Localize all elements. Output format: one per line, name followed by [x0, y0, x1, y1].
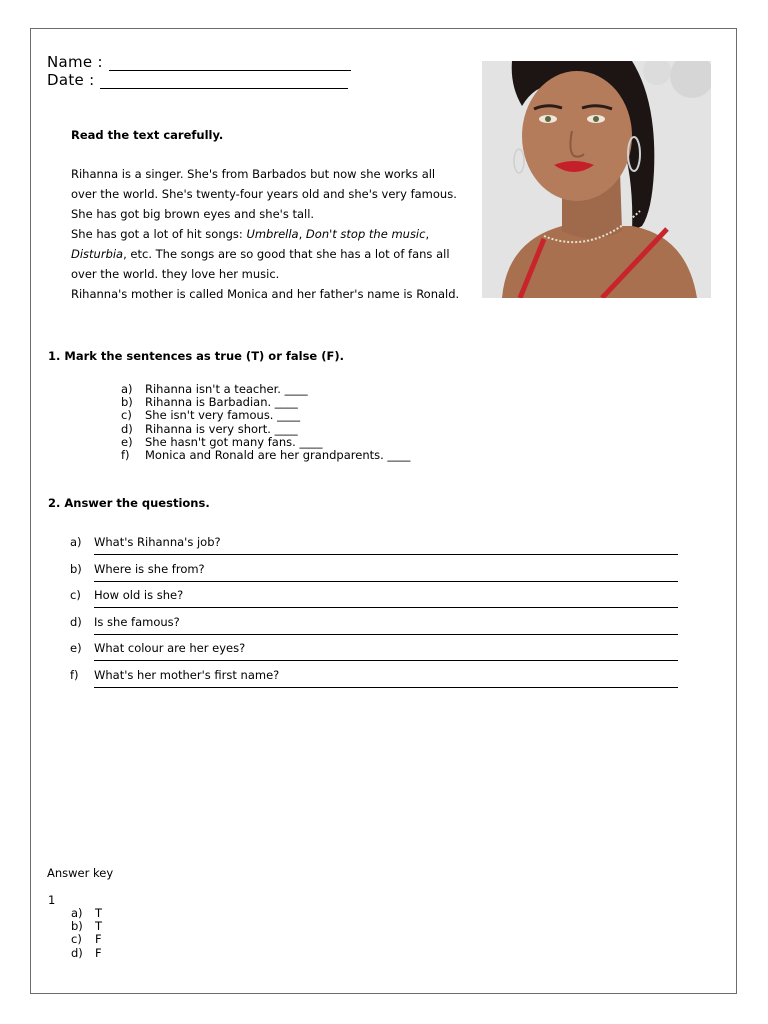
answer-key-item: [71, 947, 102, 960]
reading-fragment: Rihanna's mother is called Monica and her father's name is Ronald.: [71, 287, 460, 301]
question-text: Where is she from?: [94, 561, 205, 576]
item-letter: c): [121, 408, 132, 423]
exercise1-list: [121, 383, 410, 462]
question-text: What's her mother's first name?: [94, 668, 280, 682]
question-letter: a): [70, 535, 82, 549]
date-label: Date :: [47, 71, 95, 89]
exercise2-title: 2. Answer the questions.: [48, 496, 210, 510]
reading-fragment: She has got big brown eyes and she's tall.: [71, 207, 315, 221]
reading-line: [71, 224, 476, 244]
true-false-item: [121, 449, 410, 462]
item-text: Rihanna is Barbadian. ____: [145, 395, 298, 410]
item-letter: f): [121, 448, 130, 463]
question-text: Is she famous?: [94, 614, 180, 629]
key-value: T: [95, 919, 103, 934]
answer-line[interactable]: [94, 554, 678, 555]
answer-key-section: 1: [48, 893, 56, 907]
reading-fragment: over the world. She's twenty-four years old and she's very famous.: [71, 187, 457, 201]
true-false-item: [121, 423, 410, 436]
item-text: Rihanna is very short. ____: [145, 421, 298, 436]
date-line: [47, 71, 348, 89]
reading-fragment: over the world. they love her music.: [71, 267, 280, 281]
item-text: Monica and Ronald are her grandparents. ____: [145, 448, 411, 463]
answer-key-list: [71, 907, 102, 960]
portrait-photo: [482, 61, 711, 298]
date-blank[interactable]: [100, 74, 348, 89]
key-value: T: [95, 906, 103, 920]
answer-line[interactable]: [94, 607, 678, 608]
reading-line: [71, 244, 476, 264]
answer-line[interactable]: [94, 634, 678, 635]
reading-line: [71, 164, 476, 184]
answer-line[interactable]: [94, 581, 678, 582]
question-text: What colour are her eyes?: [94, 641, 246, 656]
key-letter: b): [71, 919, 83, 934]
question-text: How old is she?: [94, 588, 184, 603]
reading-line: [71, 264, 476, 284]
answer-key-item: [71, 933, 102, 946]
item-text: Rihanna isn't a teacher. ____: [145, 382, 308, 396]
question-item: [70, 562, 678, 584]
item-text: She isn't very famous. ____: [145, 408, 301, 423]
question-letter: f): [70, 668, 79, 682]
reading-fragment: , etc. The songs are so good that she has a lot of fans all: [123, 247, 450, 261]
key-value: F: [95, 945, 102, 960]
name-blank[interactable]: [109, 56, 351, 71]
key-letter: a): [71, 906, 83, 920]
question-letter: e): [70, 641, 82, 656]
exercise1-title: 1. Mark the sentences as true (T) or false (F).: [48, 349, 344, 363]
answer-key-title: Answer key: [47, 866, 114, 880]
question-item: [70, 615, 678, 637]
question-letter: c): [70, 588, 81, 603]
question-letter: b): [70, 561, 82, 576]
answer-line[interactable]: [94, 660, 678, 661]
question-text: What's Rihanna's job?: [94, 535, 221, 549]
question-letter: d): [70, 614, 82, 629]
reading-fragment: She has got a lot of hit songs:: [71, 227, 247, 241]
reading-fragment: ,: [298, 227, 306, 241]
item-letter: a): [121, 382, 133, 396]
question-item: [70, 641, 678, 663]
key-letter: c): [71, 932, 82, 947]
reading-line: [71, 284, 476, 304]
question-item: [70, 588, 678, 610]
name-label: Name :: [47, 53, 103, 71]
question-item: [70, 668, 678, 690]
reading-line: [71, 204, 476, 224]
reading-fragment: Rihanna is a singer. She's from Barbados but now she works all: [71, 167, 436, 181]
item-letter: b): [121, 395, 133, 410]
answer-line[interactable]: [94, 687, 678, 688]
song-title: Disturbia: [71, 247, 124, 261]
reading-fragment: ,: [425, 227, 430, 241]
reading-text: [71, 164, 476, 304]
portrait-illustration: [482, 61, 711, 298]
reading-line: [71, 184, 476, 204]
question-item: [70, 535, 678, 557]
item-letter: e): [121, 434, 133, 449]
true-false-item: [121, 409, 410, 422]
name-line: [47, 53, 351, 71]
song-title: Umbrella: [246, 227, 299, 241]
item-letter: d): [121, 421, 133, 436]
song-title: Don't stop the music: [305, 227, 426, 241]
item-text: She hasn't got many fans. ____: [145, 434, 323, 449]
key-letter: d): [71, 945, 83, 960]
instruction: Read the text carefully.: [71, 128, 224, 142]
key-value: F: [95, 932, 102, 947]
